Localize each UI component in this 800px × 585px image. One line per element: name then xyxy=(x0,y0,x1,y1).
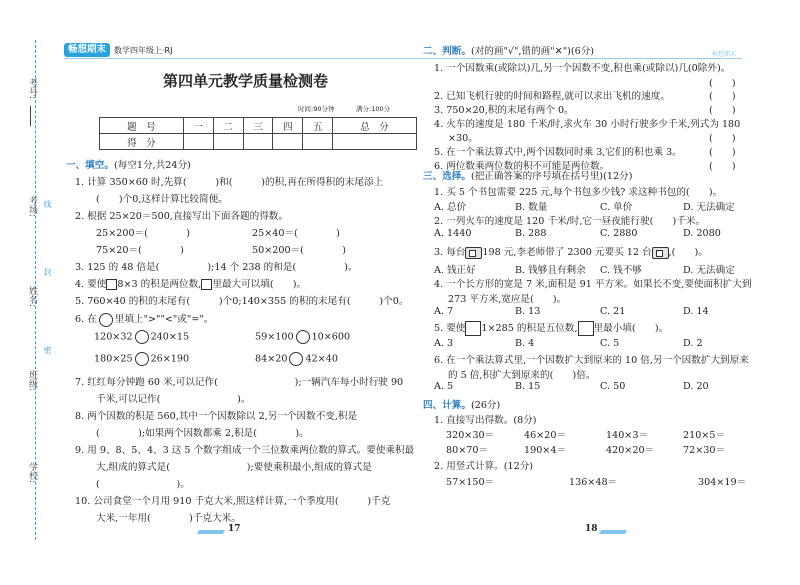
section-2-heading xyxy=(423,43,594,57)
choice-q5-text-a: 5. 要使 xyxy=(434,323,466,334)
blank-box-icon xyxy=(465,321,481,336)
judge-answer-paren[interactable]: ( ) xyxy=(709,91,736,102)
blank-box-icon xyxy=(578,321,594,336)
choice-option: C. 21 xyxy=(600,306,626,317)
q4-text-c: 里最大可以填( )。 xyxy=(212,279,307,290)
judge-answer-paren[interactable]: ( ) xyxy=(709,78,736,89)
choice-option: D. 14 xyxy=(683,306,709,317)
choice-q3-text-b: 198 元,李老师带了 2300 元要买 12 台 xyxy=(482,247,652,258)
calc-item: 72×30＝ xyxy=(683,445,726,456)
brand-logo: 畅想期末 xyxy=(64,43,110,57)
compare-right: 240×15 xyxy=(150,331,190,343)
circle-blank-icon xyxy=(99,313,113,327)
calc-subheading: 1. 直接写出得数。(8分) xyxy=(434,415,537,426)
score-cell-header: 五 xyxy=(303,118,333,134)
section-2-note: (对的画"√",错的画"✕")(6分) xyxy=(470,46,595,57)
judge-item: 2. 已知飞机行驶的时间和路程,就可以求出飞机的速度。 xyxy=(434,91,670,102)
choice-option: B. 钱够且有剩余 xyxy=(515,265,586,276)
judge-answer-paren[interactable]: ( ) xyxy=(709,133,736,144)
choice-option: C. 2880 xyxy=(600,228,638,239)
choice-option: D. 20 xyxy=(683,381,709,392)
score-cell[interactable] xyxy=(243,134,273,150)
binding-mark-feng: 封 xyxy=(43,268,52,276)
score-cell-label: 得 分 xyxy=(100,134,184,150)
judge-item: 1. 一个因数乘(或除以)几,另一个因数不变,积也乘(或除以)几(0除外)。 xyxy=(434,63,731,74)
score-cell-header: 四 xyxy=(273,118,303,134)
choice-option: C. 5 xyxy=(600,338,620,349)
choice-question xyxy=(434,320,668,336)
calc-item: 210×5＝ xyxy=(683,430,726,441)
choice-question-cont: 273 平方米,宽应是( )。 xyxy=(448,294,567,305)
page-number-decoration xyxy=(197,530,225,534)
compare-right: 42×40 xyxy=(305,353,338,365)
judge-answer-paren[interactable]: ( ) xyxy=(709,147,736,158)
q10-line-a: 10. 公司食堂一个月用 910 千克大米,照这样计算,一个季度用( )千克 xyxy=(75,496,391,507)
q9-line-c: ( )。 xyxy=(96,479,190,490)
calc-item: 46×20＝ xyxy=(524,430,567,441)
q2-item: 25×40＝( ) xyxy=(252,228,340,239)
calc-item: 140×3＝ xyxy=(606,430,649,441)
section-4-heading xyxy=(423,397,500,411)
section-1-title: 一、填空。 xyxy=(66,160,114,171)
vertical-calc-item: 136×48＝ xyxy=(569,477,618,488)
choice-option: B. 数量 xyxy=(515,202,548,213)
choice-option: B. 15 xyxy=(515,381,541,392)
calc-subheading: 2. 用竖式计算。(12分) xyxy=(434,461,534,472)
calc-item: 190×4＝ xyxy=(524,445,567,456)
section-1-heading xyxy=(66,157,191,171)
choice-option: B. 13 xyxy=(515,306,541,317)
choice-question xyxy=(434,244,708,259)
binding-label-class: 班级: xyxy=(27,370,37,392)
calc-item: 420×20＝ xyxy=(606,445,655,456)
radio-device-icon xyxy=(465,247,482,259)
choice-question: 4. 一个长方形的宽是 7 米,面积是 91 平方米。如果长不变,要使面积扩大到 xyxy=(434,279,752,290)
q7-line-b: 千米,可以记作( )。 xyxy=(96,394,251,405)
score-cell[interactable] xyxy=(183,134,213,150)
score-table-score-row xyxy=(100,134,417,150)
compare-circle-input[interactable] xyxy=(289,352,303,366)
compare-circle-input[interactable] xyxy=(135,330,149,344)
choice-option: A. 7 xyxy=(434,306,454,317)
score-cell[interactable] xyxy=(303,134,333,150)
choice-option: A. 5 xyxy=(434,381,454,392)
q9-line-b: 大,组成的算式是( );要使乘积最小,组成的算式是 xyxy=(96,462,372,473)
q4-text-b: 8×3 的积是两位数, xyxy=(117,279,202,290)
page-number: 17 xyxy=(228,524,241,534)
choice-question: 2. 一列火车的速度是 120 千米/时,它一昼夜能行驶( )千米。 xyxy=(434,216,706,227)
score-table xyxy=(99,117,417,150)
choice-q5-text-b: 1×285 的积是五位数, xyxy=(481,323,578,334)
choice-q3-text-a: 3. 每台 xyxy=(434,247,466,258)
header-rule xyxy=(64,58,400,59)
blank-box-icon xyxy=(106,279,117,290)
judge-item: 3. 750×20,积的末尾有两个 0。 xyxy=(434,105,574,116)
choice-option: A. 钱正好 xyxy=(434,265,476,276)
judge-answer-paren[interactable]: ( ) xyxy=(709,105,736,116)
choice-option: C. 50 xyxy=(600,381,626,392)
binding-mark-mi: 密 xyxy=(43,346,52,354)
judge-item: 6. 两位数乘两位数的积不可能是两位数。 xyxy=(434,161,610,172)
q3-line: 3. 125 的 48 倍是( );14 个 238 的和是( )。 xyxy=(75,262,358,273)
section-4-title: 四、计算。 xyxy=(423,400,471,411)
q2-item: 25×200＝( ) xyxy=(96,228,191,239)
q10-line-b: 大米,一年用( )千克大米。 xyxy=(96,513,241,524)
header-rule xyxy=(400,58,742,59)
score-cell[interactable] xyxy=(213,134,243,150)
vertical-calc-item: 304×19＝ xyxy=(698,477,747,488)
header-tag: 畅想期末 xyxy=(712,51,737,58)
compare-circle-input[interactable] xyxy=(296,330,310,344)
score-cell[interactable] xyxy=(273,134,303,150)
binding-field-kaohao xyxy=(30,106,31,126)
binding-label-kaochang: 考场: xyxy=(27,196,37,218)
subject-label: 数学四年级上·RJ xyxy=(114,46,173,55)
binding-label-name: 姓名: xyxy=(27,286,37,308)
choice-option: D. 无法确定 xyxy=(683,202,735,213)
q5-line: 5. 760×40 的积的末尾有( )个0;140×355 的积的末尾有( )个0。 xyxy=(75,296,409,307)
choice-option: B. 288 xyxy=(515,228,547,239)
compare-left: 180×25 xyxy=(94,353,133,365)
q2-line: 2. 根据 25×20＝500,直接写出下面各题的得数。 xyxy=(75,211,288,222)
q8-line-a: 8. 两个因数的积是 560,其中一个因数除以 2,另一个因数不变,积是 xyxy=(75,411,358,422)
q4-text-a: 4. 要使 xyxy=(75,279,107,290)
section-1-note: (每空1分,共24分) xyxy=(113,160,191,171)
q8-line-b: ( );如果两个因数都乘 2,积是( )。 xyxy=(96,428,309,439)
q2-item: 75×20＝( ) xyxy=(96,245,184,256)
q9-line-a: 9. 用 9、8、5、4、3 这 5 个数字组成一个三位数乘两位数的算式。要使乘积最 xyxy=(75,445,415,456)
compare-right: 10×600 xyxy=(311,331,351,343)
judge-item-cont: ×30。 xyxy=(448,133,478,144)
right-page xyxy=(400,0,800,585)
calc-item: 320×30＝ xyxy=(446,430,495,441)
compare-item xyxy=(94,352,189,366)
page-number: 18 xyxy=(585,524,598,534)
section-4-note: (26分) xyxy=(470,400,501,411)
q6-text-b: 里填上">""<"或"="。 xyxy=(114,314,214,325)
judge-item: 4. 火车的速度是 180 千米/时,求火车 30 小时行驶多少千米,列式为 180 xyxy=(434,119,741,130)
vertical-calc-item: 57×150＝ xyxy=(446,477,495,488)
section-3-note: (把正确答案的序号填在括号里)(12分) xyxy=(470,171,633,182)
choice-option: A. 总价 xyxy=(434,202,467,213)
blank-box-icon xyxy=(201,279,212,290)
section-3-heading xyxy=(423,168,632,182)
time-limit: 时间:90分钟 xyxy=(298,105,335,113)
compare-left: 84×20 xyxy=(255,353,288,365)
compare-item xyxy=(255,352,338,366)
compare-circle-input[interactable] xyxy=(135,352,149,366)
section-3-title: 三、选择。 xyxy=(423,171,471,182)
choice-option: D. 2080 xyxy=(683,228,721,239)
calc-item: 80×70＝ xyxy=(446,445,489,456)
choice-q5-text-c: 里最小填( )。 xyxy=(593,323,669,334)
choice-option: C. 单价 xyxy=(600,202,633,213)
score-cell-header: 题 号 xyxy=(100,118,184,134)
choice-option: D. 2 xyxy=(683,338,703,349)
compare-right: 26×190 xyxy=(150,353,190,365)
choice-option: D. 无法确定 xyxy=(683,265,735,276)
q7-line-a: 7. 红红每分钟跑 60 米,可以记作( );一辆汽车每小时行驶 90 xyxy=(75,377,404,388)
q4-line xyxy=(75,276,306,290)
choice-option: C. 钱不够 xyxy=(600,265,642,276)
q1-line-a: 1. 计算 350×60 时,先算( )和( )的积,再在所得积的末尾添上 xyxy=(75,177,384,188)
radio-device-icon xyxy=(652,247,669,259)
score-cell-header: 二 xyxy=(213,118,243,134)
page-number-decoration xyxy=(599,530,627,534)
binding-label-school: 学校: xyxy=(27,462,37,484)
judge-item: 5. 在一个乘法算式中,两个因数同时乘 3,它们的积也乘 3。 xyxy=(434,147,682,158)
choice-question: 6. 在一个乘法算式里,一个因数扩大到原来的 10 倍,另一个因数扩大到原来 xyxy=(434,355,749,366)
full-score: 满分:100分 xyxy=(356,105,391,113)
binding-label-kaohao: 考号: xyxy=(27,78,37,100)
choice-question-cont: 的 5 倍,积扩大到原来的( )倍。 xyxy=(448,370,596,381)
section-2-title: 二、判断。 xyxy=(423,46,471,57)
choice-option: A. 1440 xyxy=(434,228,472,239)
score-cell-header: 三 xyxy=(243,118,273,134)
compare-item xyxy=(94,330,189,344)
q2-item: 50×200＝( ) xyxy=(252,245,347,256)
judge-answer-paren[interactable]: ( ) xyxy=(709,161,736,172)
q1-line-b: ( )个0,这样计算比较简便。 xyxy=(96,194,228,205)
choice-question: 1. 买 5 个书包需要 225 元,每个书包多少钱? 求这种书包的( )。 xyxy=(434,187,723,198)
q6-text-a: 6. 在 xyxy=(75,314,97,325)
page-title: 第四单元教学质量检测卷 xyxy=(163,72,329,90)
choice-q3-text-c: ,( )。 xyxy=(668,247,708,258)
score-table-header-row xyxy=(100,118,417,134)
compare-left: 59×100 xyxy=(255,331,294,343)
q6-line xyxy=(75,311,213,327)
binding-mark-xian: 线 xyxy=(43,200,52,208)
score-cell-header: 一 xyxy=(183,118,213,134)
choice-option: A. 3 xyxy=(434,338,454,349)
choice-option: B. 4 xyxy=(515,338,535,349)
compare-left: 120×32 xyxy=(94,331,133,343)
score-cell-header: 总 分 xyxy=(333,118,417,134)
compare-item xyxy=(255,330,350,344)
